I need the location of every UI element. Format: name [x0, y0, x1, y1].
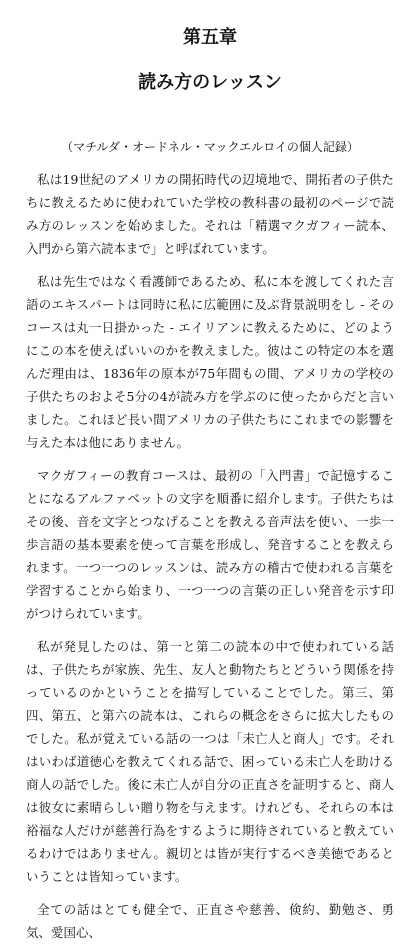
- chapter-heading: 第五章: [183, 27, 237, 48]
- paragraph: 私は先生ではなく看護師であるため、私に本を渡してくれた言語のエキスパートは同時に私に広範囲に及ぶ背景説明をし - そのコースは丸一日掛かった - エイリアンに教えるために、どのようにこの本を使えばいいのかを教えました。彼はこの特定の本を選んだ理由は、1836年の原本が75年間もの間、アメリカの学校の子供たちのおよそ5分の4が読み方を学ぶのに使ったからだと言いました。これほど長い間アメリカの子供たちにこれまでの影響を与えた本は他にありません。: [26, 274, 394, 450]
- paragraph: 全ての話はとても健全で、正直さや慈善、倹約、勤勉さ、勇気、愛国心、: [26, 902, 394, 940]
- paragraph: マクガフィーの教育コースは、最初の「入門書」で記憶することになるアルファベットの文字を順番に紹介します。子供たちはその後、音を文字とつなげることを教える音声法を使い、一歩一歩言語の基本要素を使って言葉を形成し、発音することを教えられます。一つ一つのレッスンは、読み方の稽古で使われる言葉を学習することから始まり、一つ一つの言葉の正しい発音を示す印がつけられています。: [26, 468, 394, 621]
- paragraph: 私が発見したのは、第一と第二の読本の中で使われている話は、子供たちが家族、先生、友人と動物たちとどういう関係を持っているのかということを描写していることでした。第三、第四、第五、と第六の読本は、これらの概念をさらに拡大したものでした。私が覚えている話の一つは「未亡人と商人」です。それはいわば道徳心を教えてくれる話で、困っている未亡人を助ける商人の話でした。後に未亡人が自分の正直さを証明すると、商人は彼女に素晴らしい贈り物を与えます。けれども、それらの本は裕福な人だけが慈善行為をするように期待されていると教えているわけではありません。親切とは皆が実行するべき美徳であるということは皆知っています。: [26, 639, 394, 884]
- document-body: [26, 168, 394, 944]
- chapter-subtitle: （マチルダ・オードネル・マックエルロイの個人記録）: [61, 140, 359, 154]
- paragraph: 私は19世紀のアメリカの開拓時代の辺境地で、開拓者の子供たちに教えるために使われていた学校の教科書の最初のページで読み方のレッスンを始めました。それは「精選マクガフィー読本、入門から第六読本まで」と呼ばれています。: [26, 172, 394, 256]
- chapter-title: 読み方のレッスン: [138, 72, 282, 93]
